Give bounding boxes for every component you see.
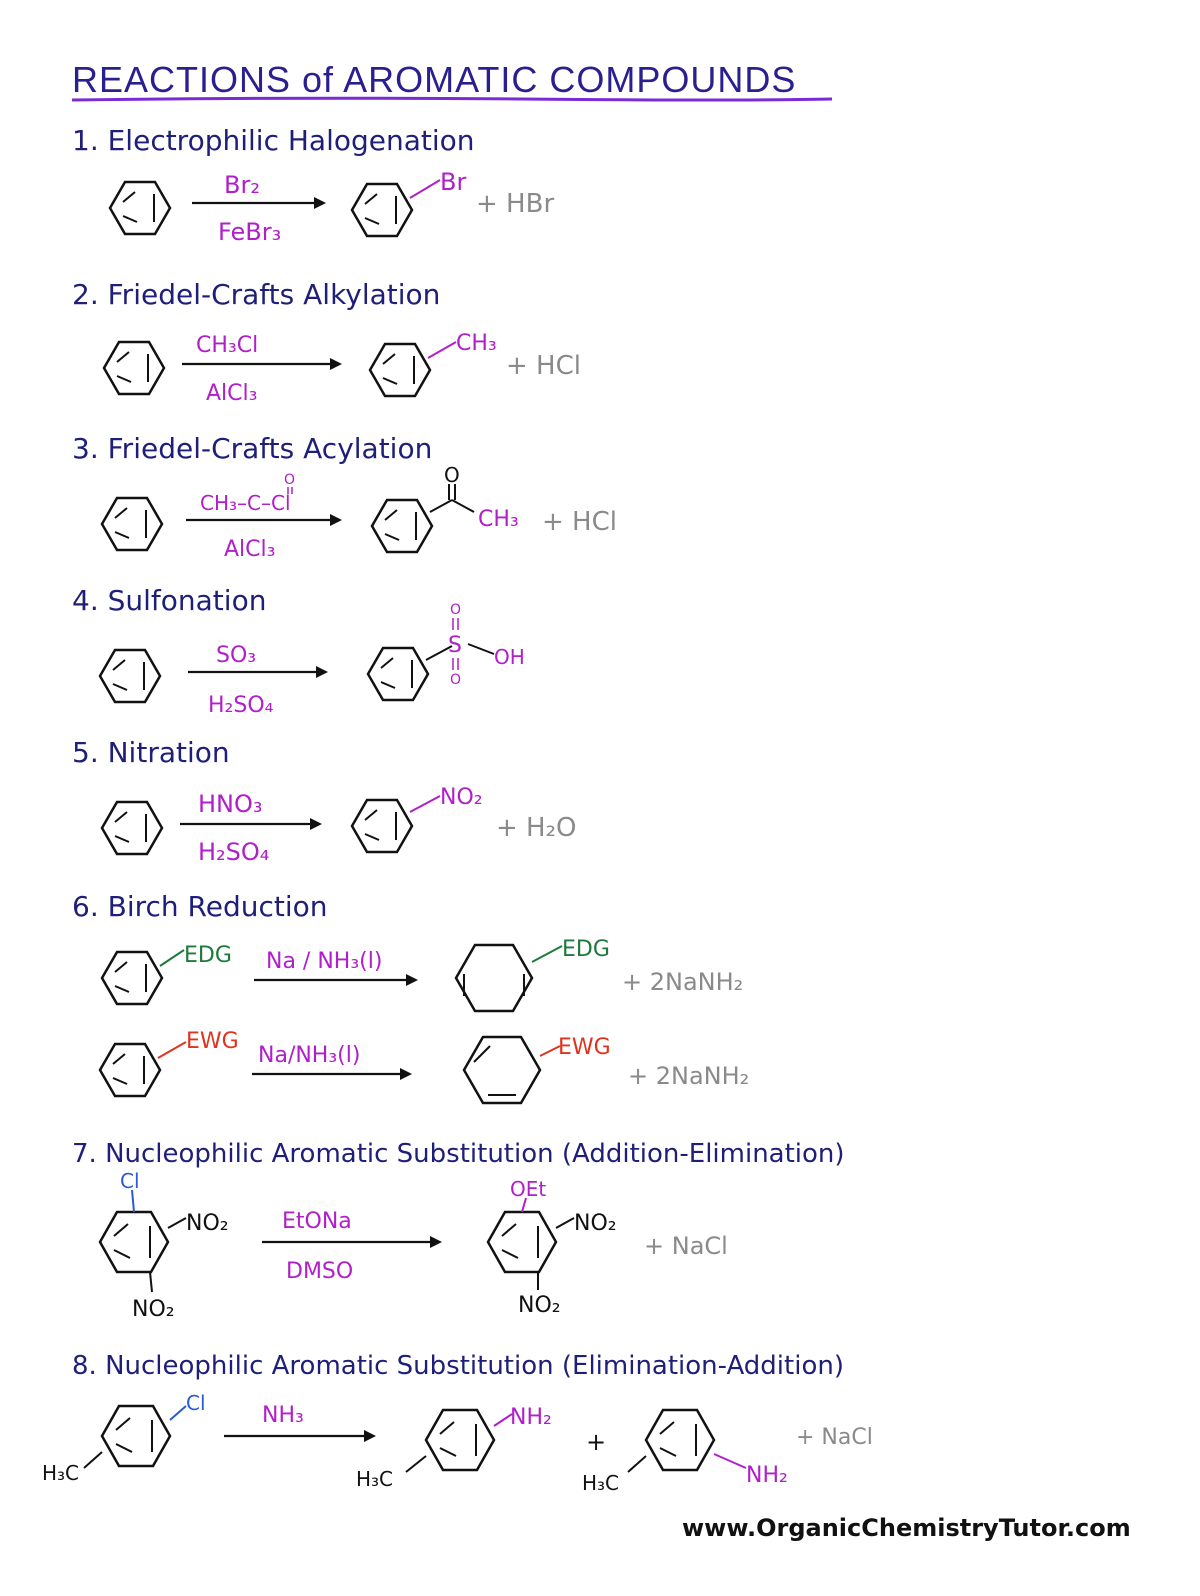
arrowhead-4 bbox=[316, 666, 328, 678]
edg-bond-product bbox=[532, 946, 562, 962]
reagent-top-7: EtONa bbox=[282, 1209, 352, 1234]
edg-bond-reactant bbox=[160, 950, 184, 966]
byproduct-1: + HBr bbox=[476, 189, 555, 219]
reagent-top-2: CH₃Cl bbox=[196, 333, 259, 358]
product-oxygen-3: O bbox=[444, 463, 460, 487]
section-heading-4: 4. Sulfonation bbox=[72, 584, 267, 617]
reagent-top-1: Br₂ bbox=[224, 171, 260, 199]
benzene-reactant-5 bbox=[102, 802, 162, 854]
sulfonyl-oh-bond bbox=[468, 644, 494, 654]
sulfonyl-oh: OH bbox=[494, 645, 525, 669]
no2-side-bond-7 bbox=[168, 1218, 186, 1228]
reagent-top-3-oxygen: O bbox=[284, 472, 296, 488]
section-heading-7: 7. Nucleophilic Aromatic Substitution (Addition-Elimination) bbox=[72, 1139, 845, 1169]
product-group-1: Br bbox=[440, 168, 467, 196]
start-no2-side: NO₂ bbox=[186, 1211, 229, 1236]
cyclohexadiene-ewg-product bbox=[464, 1037, 540, 1103]
no2-bottom-bond-7 bbox=[150, 1272, 152, 1292]
h3c-bond-p2 bbox=[628, 1456, 646, 1472]
acyl-bond-methyl bbox=[452, 500, 474, 512]
product-oet: OEt bbox=[510, 1177, 547, 1201]
reagent-bottom-1: FeBr₃ bbox=[218, 218, 282, 246]
ewg-bond-reactant bbox=[158, 1042, 186, 1058]
product2-nh2: NH₂ bbox=[746, 1463, 788, 1488]
arrowhead-6a bbox=[406, 974, 418, 986]
reagent-top-5: HNO₃ bbox=[198, 790, 263, 818]
substituent-bond-2 bbox=[428, 342, 456, 358]
product2-h3c: H₃C bbox=[582, 1471, 620, 1495]
reagent-top-8: NH₃ bbox=[262, 1403, 304, 1428]
reagent-bottom-7: DMSO bbox=[286, 1259, 354, 1284]
start-cl-7: Cl bbox=[120, 1169, 140, 1193]
arrowhead-5 bbox=[310, 818, 322, 830]
chlorotoluene bbox=[102, 1406, 170, 1466]
cl-bond-7 bbox=[132, 1190, 134, 1212]
byproduct-5: + H₂O bbox=[496, 813, 577, 843]
cyclohexadiene-edg-product bbox=[456, 945, 532, 1011]
arrowhead-3 bbox=[330, 514, 342, 526]
acyl-bond-ring bbox=[430, 500, 452, 512]
reagent-top-3: CH₃–C–Cl bbox=[200, 491, 291, 515]
byproduct-2: + HCl bbox=[506, 351, 581, 381]
arrowhead-1 bbox=[314, 197, 326, 209]
benzene-product-1 bbox=[352, 184, 412, 236]
page-title: REACTIONS of AROMATIC COMPOUNDS bbox=[72, 59, 797, 100]
benzene-product-2 bbox=[370, 344, 430, 396]
ewg-label-product: EWG bbox=[558, 1035, 611, 1060]
product1-h3c: H₃C bbox=[356, 1467, 394, 1491]
product-group-5: NO₂ bbox=[440, 785, 483, 810]
benzene-product-4 bbox=[368, 648, 428, 700]
reagent-ewg: Na/NH₃(l) bbox=[258, 1043, 361, 1068]
benzene-reactant-3 bbox=[102, 498, 162, 550]
dinitro-chlorobenzene bbox=[100, 1212, 168, 1272]
reagent-bottom-2: AlCl₃ bbox=[206, 381, 258, 406]
arrowhead-8 bbox=[364, 1430, 376, 1442]
arrowhead-7 bbox=[430, 1236, 442, 1248]
benzene-reactant-2 bbox=[104, 342, 164, 394]
edg-label-product: EDG bbox=[562, 937, 610, 962]
start-cl-8: Cl bbox=[186, 1391, 206, 1415]
arrowhead-6b bbox=[400, 1068, 412, 1080]
section-heading-6: 6. Birch Reduction bbox=[72, 890, 328, 923]
start-no2-bottom: NO₂ bbox=[132, 1297, 175, 1322]
plus-sign: + bbox=[586, 1428, 607, 1456]
reagent-edg: Na / NH₃(l) bbox=[266, 949, 383, 974]
product-group-3: CH₃ bbox=[478, 507, 519, 532]
reagent-bottom-4: H₂SO₄ bbox=[208, 693, 274, 718]
arrowhead-2 bbox=[330, 358, 342, 370]
byproduct-edg: + 2NaNH₂ bbox=[622, 968, 744, 996]
section-heading-1: 1. Electrophilic Halogenation bbox=[72, 124, 475, 157]
reagent-bottom-3: AlCl₃ bbox=[224, 537, 276, 562]
product-no2-side-bond bbox=[556, 1218, 574, 1228]
section-heading-8: 8. Nucleophilic Aromatic Substitution (Elimination-Addition) bbox=[72, 1351, 844, 1381]
byproduct-7: + NaCl bbox=[644, 1232, 728, 1260]
edg-label-reactant: EDG bbox=[184, 943, 232, 968]
sulfonyl-o-bottom: O bbox=[450, 672, 462, 688]
ewg-bond-product bbox=[540, 1046, 560, 1056]
cl-bond-8 bbox=[170, 1406, 186, 1420]
reagent-bottom-5: H₂SO₄ bbox=[198, 838, 270, 866]
substituent-bond-5 bbox=[410, 796, 440, 812]
benzene-edg-reactant bbox=[102, 952, 162, 1004]
dinitro-ethoxybenzene bbox=[488, 1212, 556, 1272]
benzene-ewg-reactant bbox=[100, 1044, 160, 1096]
reagent-top-4: SO₃ bbox=[216, 643, 257, 668]
product-no2-side: NO₂ bbox=[574, 1211, 617, 1236]
benzene-product-3 bbox=[372, 500, 432, 552]
meta-toluidine bbox=[646, 1410, 714, 1470]
nh2-bond-p2 bbox=[714, 1454, 746, 1468]
byproduct-ewg: + 2NaNH₂ bbox=[628, 1062, 750, 1090]
benzene-reactant-1 bbox=[110, 182, 170, 234]
benzene-reactant-4 bbox=[100, 650, 160, 702]
section-heading-3: 3. Friedel-Crafts Acylation bbox=[72, 432, 433, 465]
benzene-product-5 bbox=[352, 800, 412, 852]
byproduct-8: + NaCl bbox=[796, 1425, 873, 1450]
footer-url: www.OrganicChemistryTutor.com bbox=[682, 1514, 1131, 1542]
section-heading-5: 5. Nitration bbox=[72, 736, 230, 769]
product-group-2: CH₃ bbox=[456, 331, 497, 356]
sulfonyl-o-top: O bbox=[450, 602, 462, 618]
ewg-label-reactant: EWG bbox=[186, 1029, 239, 1054]
byproduct-3: + HCl bbox=[542, 507, 617, 537]
product1-nh2: NH₂ bbox=[510, 1405, 552, 1430]
start-h3c: H₃C bbox=[42, 1461, 80, 1485]
section-heading-2: 2. Friedel-Crafts Alkylation bbox=[72, 278, 441, 311]
product-no2-bottom: NO₂ bbox=[518, 1293, 561, 1318]
sulfonyl-s: S bbox=[448, 633, 462, 658]
substituent-bond-1 bbox=[410, 180, 440, 198]
h3c-bond-8 bbox=[84, 1452, 102, 1468]
para-toluidine bbox=[426, 1410, 494, 1470]
h3c-bond-p1 bbox=[406, 1456, 426, 1472]
